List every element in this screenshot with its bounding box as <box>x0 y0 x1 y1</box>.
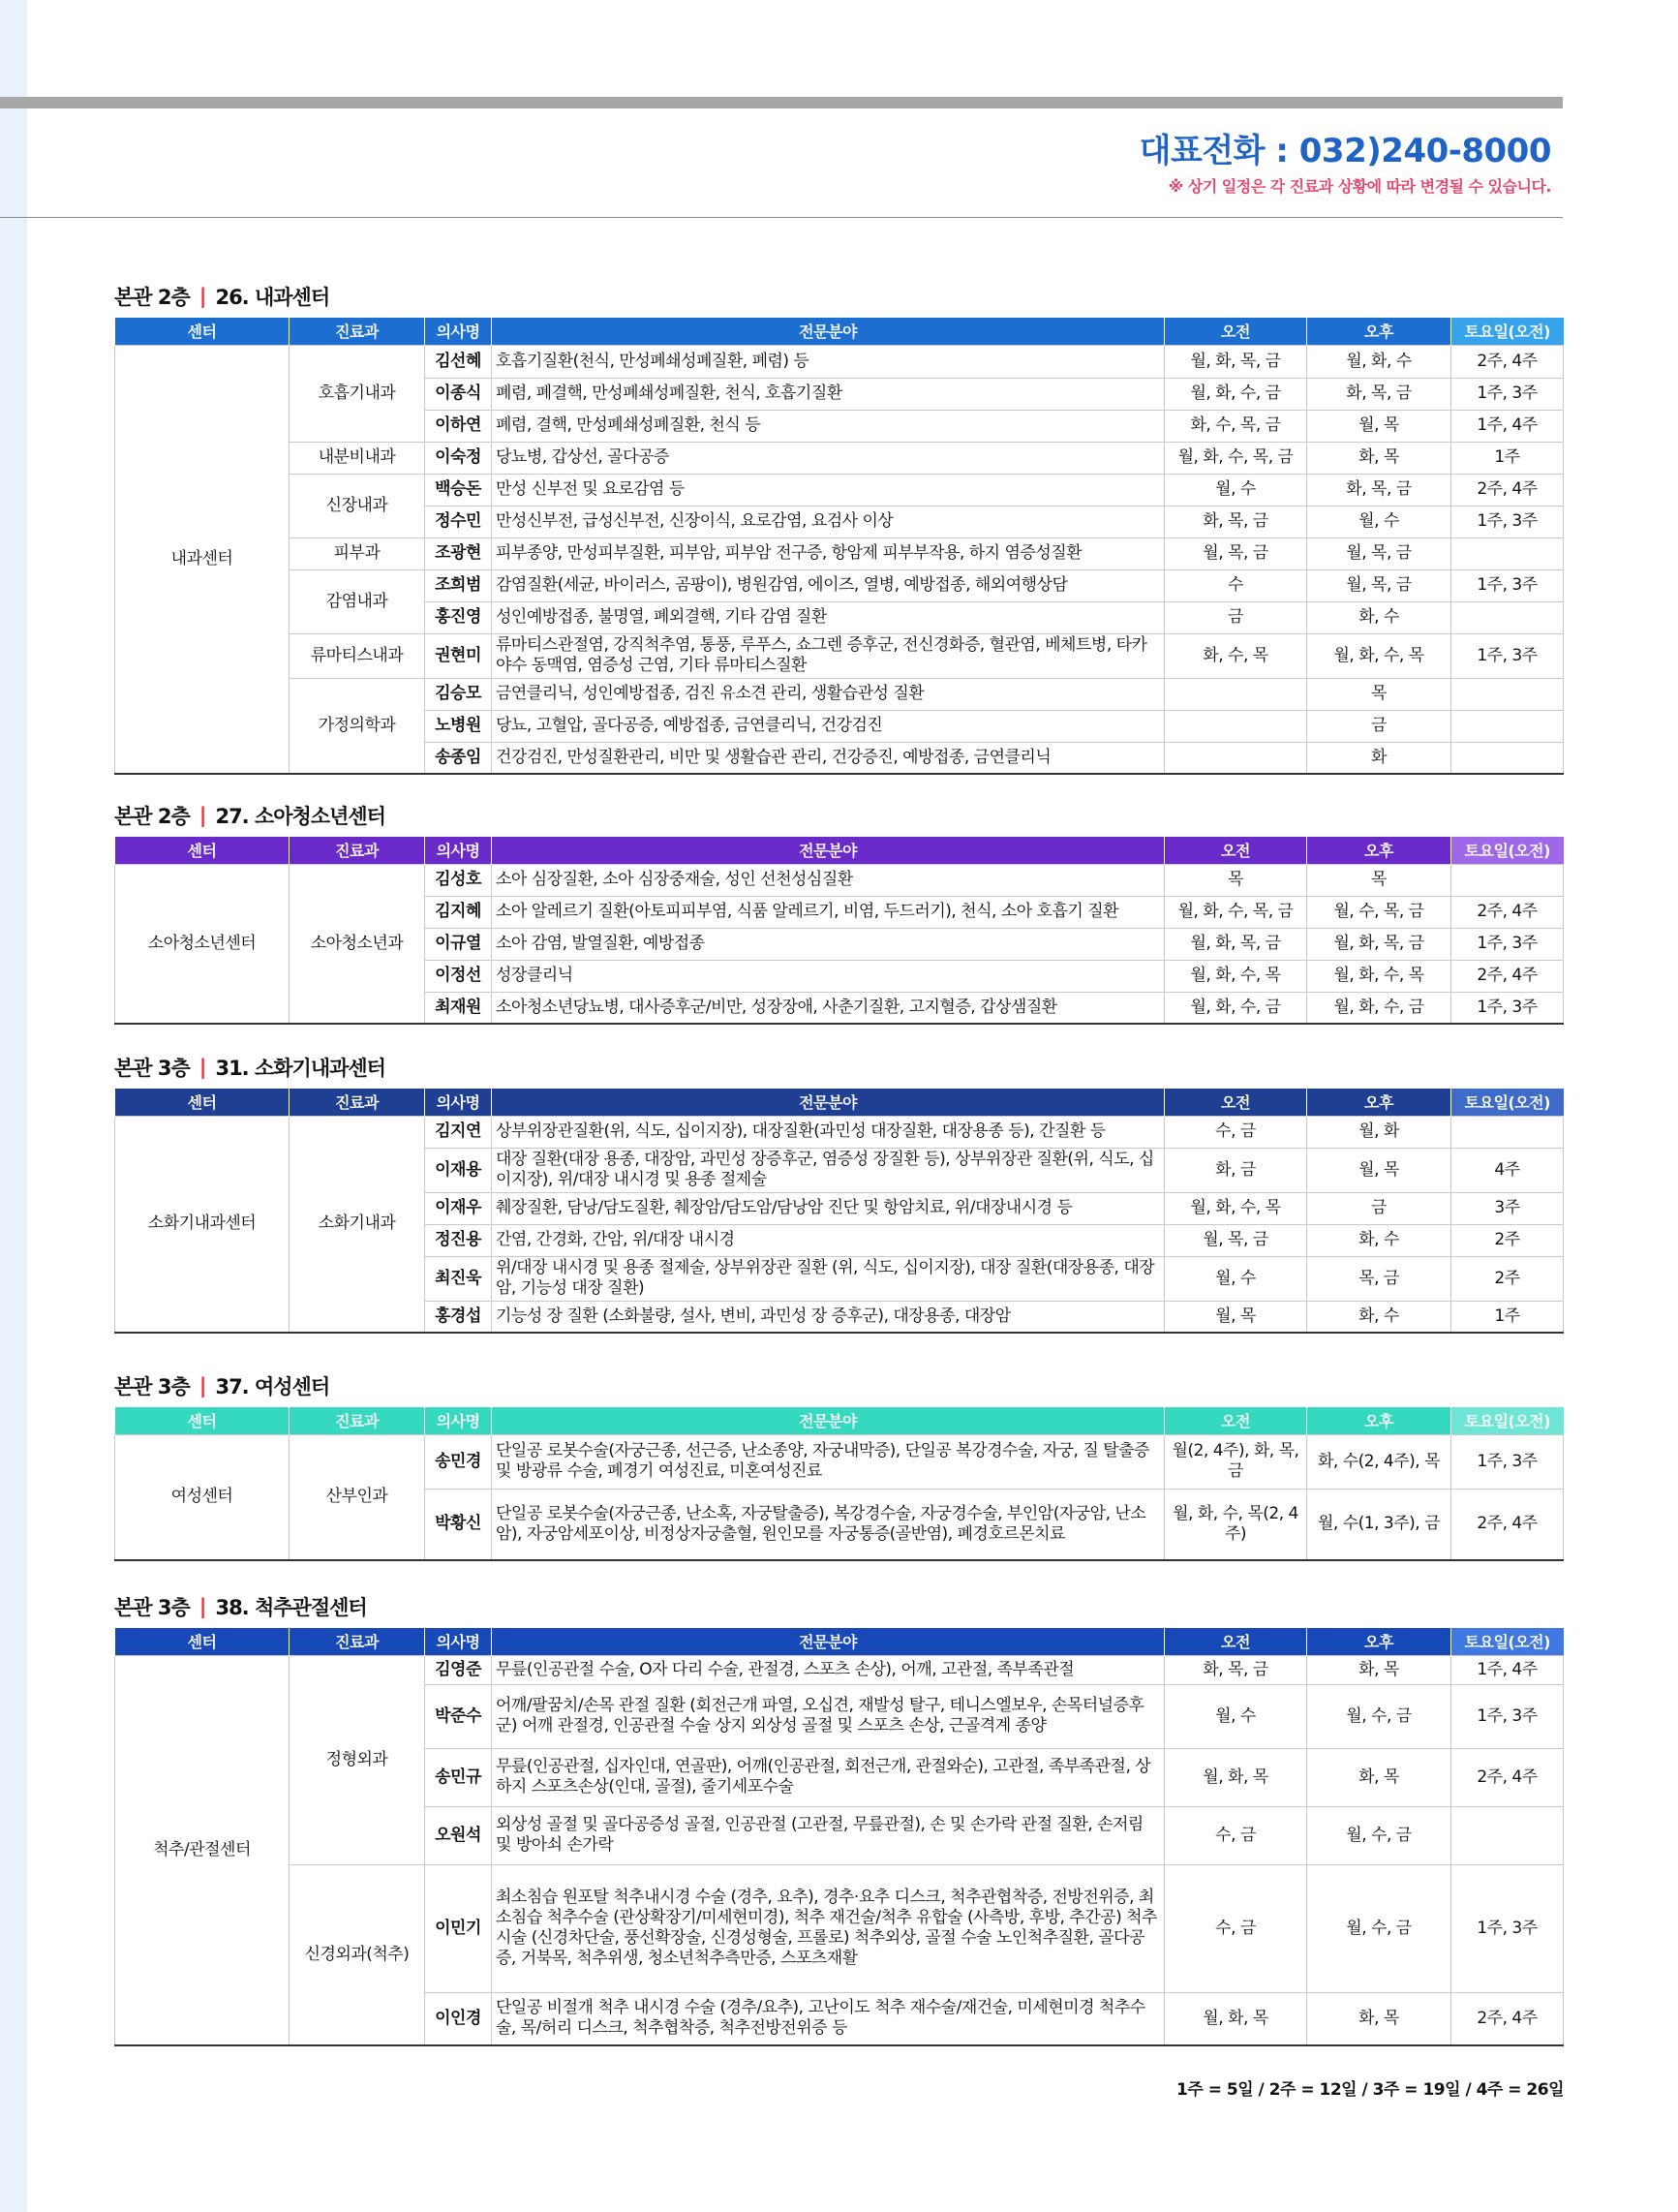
col-center: 센터 <box>115 318 290 345</box>
doctor-name: 오원석 <box>425 1806 492 1864</box>
top-divider-bar <box>0 97 1563 108</box>
specialty: 최소침습 원포탈 척추내시경 수술 (경추, 요추), 경추·요추 디스크, 척추관협착증, 전방전위증, 최소침습 척추수술 (관상확장기/미세현미경), 척추 재건술/척추 유합술 (사측방, 후방, 추간공) 척추 시술 (신경차단술, 풍선확장술, 신경성형술, 프롤로) 척추외상, 골절 수술 노인척추질환, 골다공증, 거북목, 척추위생, 청소년척추측만증, 스포츠재활 <box>492 1864 1165 1992</box>
specialty: 대장 질환(대장 용종, 대장암, 과민성 장증후군, 염증성 장질환 등), 상부위장관 질환(위, 식도, 십이지장), 위/대장 내시경 및 용종 절제술 <box>492 1148 1165 1192</box>
pm-schedule: 화, 목 <box>1307 1992 1451 2045</box>
am-schedule: 월, 화, 목 <box>1165 1748 1307 1806</box>
specialty: 건강검진, 만성질환관리, 비만 및 생활습관 관리, 건강증진, 예방접종, 금연클리닉 <box>492 742 1165 774</box>
sat-schedule: 1주, 3주 <box>1451 928 1564 960</box>
am-schedule: 수, 금 <box>1165 1806 1307 1864</box>
doctor-name: 김지연 <box>425 1116 492 1148</box>
sat-schedule: 2주 <box>1451 1224 1564 1256</box>
pm-schedule: 화, 수 <box>1307 1224 1451 1256</box>
schedule-table <box>114 837 1564 1025</box>
dept-cell: 호흡기내과 <box>290 345 425 442</box>
specialty: 단일공 로봇수술(자궁근종, 선근증, 난소종양, 자궁내막증), 단일공 복강경수술, 자궁, 질 탈출증 및 방광류 수술, 폐경기 여성진료, 미혼여성진료 <box>492 1434 1165 1489</box>
pm-schedule: 화, 목, 금 <box>1307 474 1451 506</box>
am-schedule: 화, 금 <box>1165 1148 1307 1192</box>
col-saturday: 토요일(오전) <box>1451 1628 1564 1655</box>
am-schedule: 월, 목, 금 <box>1165 1224 1307 1256</box>
sat-schedule: 1주, 3주 <box>1451 1864 1564 1992</box>
dept-cell: 피부과 <box>290 538 425 569</box>
doctor-name: 김성호 <box>425 864 492 896</box>
am-schedule: 월, 수 <box>1165 474 1307 506</box>
pm-schedule: 화, 수 <box>1307 1301 1451 1333</box>
col-dept: 진료과 <box>290 1628 425 1655</box>
sat-schedule <box>1451 864 1564 896</box>
sat-schedule: 1주, 3주 <box>1451 633 1564 678</box>
section-name: 37. 여성센터 <box>215 1375 330 1398</box>
am-schedule: 월, 화, 수, 금 <box>1165 378 1307 410</box>
specialty: 만성 신부전 및 요로감염 등 <box>492 474 1165 506</box>
col-am: 오전 <box>1165 1407 1307 1434</box>
col-doctor: 의사명 <box>425 318 492 345</box>
col-am: 오전 <box>1165 837 1307 864</box>
specialty: 폐렴, 결핵, 만성폐쇄성폐질환, 천식 등 <box>492 410 1165 442</box>
section-title <box>114 1046 1563 1089</box>
sat-schedule <box>1451 710 1564 742</box>
section-name: 31. 소화기내과센터 <box>215 1057 385 1080</box>
pm-schedule: 월, 수 <box>1307 506 1451 538</box>
section-name: 38. 척추관절센터 <box>215 1596 367 1619</box>
center-cell: 내과센터 <box>115 345 290 774</box>
am-schedule: 수, 금 <box>1165 1116 1307 1148</box>
am-schedule: 금 <box>1165 601 1307 633</box>
specialty: 만성신부전, 급성신부전, 신장이식, 요로감염, 요검사 이상 <box>492 506 1165 538</box>
col-saturday: 토요일(오전) <box>1451 1089 1564 1116</box>
section-pediatrics <box>114 794 1563 1025</box>
pm-schedule: 목 <box>1307 678 1451 710</box>
specialty: 금연클리닉, 성인예방접종, 검진 유소견 관리, 생활습관성 질환 <box>492 678 1165 710</box>
section-floor: 본관 3층 <box>114 1375 190 1398</box>
specialty: 감염질환(세균, 바이러스, 곰팡이), 병원감염, 에이즈, 열병, 예방접종, 해외여행상담 <box>492 569 1165 601</box>
specialty: 성인예방접종, 불명열, 폐외결핵, 기타 감염 질환 <box>492 601 1165 633</box>
am-schedule: 화, 목, 금 <box>1165 506 1307 538</box>
specialty: 소아 심장질환, 소아 심장중재술, 성인 선천성심질환 <box>492 864 1165 896</box>
pm-schedule: 화, 목 <box>1307 1655 1451 1684</box>
schedule-change-notice: ※ 상기 일정은 각 진료과 상황에 따라 변경될 수 있습니다. <box>1168 177 1551 196</box>
col-am: 오전 <box>1165 1089 1307 1116</box>
specialty: 류마티스관절염, 강직척추염, 통풍, 루푸스, 쇼그렌 증후군, 전신경화증, 혈관염, 베체트병, 타카야수 동맥염, 염증성 근염, 기타 류마티스질환 <box>492 633 1165 678</box>
section-floor: 본관 3층 <box>114 1057 190 1080</box>
title-divider: | <box>198 1595 206 1618</box>
sat-schedule: 4주 <box>1451 1148 1564 1192</box>
schedule-table <box>114 1089 1564 1334</box>
col-doctor: 의사명 <box>425 837 492 864</box>
table-row <box>115 345 1564 378</box>
doctor-name: 노병원 <box>425 710 492 742</box>
title-divider: | <box>198 285 206 308</box>
pm-schedule: 월, 화, 수, 금 <box>1307 992 1451 1024</box>
week-legend-footnote: 1주 = 5일 / 2주 = 12일 / 3주 = 19일 / 4주 = 26일 <box>1176 2080 1564 2100</box>
main-phone-number: 대표전화 : 032)240-8000 <box>1139 132 1551 170</box>
doctor-name: 권현미 <box>425 633 492 678</box>
am-schedule: 화, 수, 목 <box>1165 633 1307 678</box>
col-pm: 오후 <box>1307 318 1451 345</box>
am-schedule: 월, 화, 수, 목(2, 4주) <box>1165 1489 1307 1560</box>
pm-schedule: 월, 목, 금 <box>1307 569 1451 601</box>
pm-schedule: 목, 금 <box>1307 1256 1451 1301</box>
center-cell: 여성센터 <box>115 1434 290 1560</box>
pm-schedule: 월, 목, 금 <box>1307 538 1451 569</box>
table-row <box>115 633 1564 678</box>
specialty: 폐렴, 폐결핵, 만성폐쇄성폐질환, 천식, 호흡기질환 <box>492 378 1165 410</box>
doctor-name: 이하연 <box>425 410 492 442</box>
col-pm: 오후 <box>1307 1407 1451 1434</box>
col-saturday: 토요일(오전) <box>1451 1407 1564 1434</box>
table-row <box>115 442 1564 474</box>
pm-schedule: 화, 목 <box>1307 1748 1451 1806</box>
pm-schedule: 화, 목 <box>1307 442 1451 474</box>
col-specialty: 전문분야 <box>492 1407 1165 1434</box>
specialty: 무릎(인공관절 수술, O자 다리 수술, 관절경, 스포츠 손상), 어깨, 고관절, 족부족관절 <box>492 1655 1165 1684</box>
table-header-row <box>115 318 1564 345</box>
doctor-name: 김영준 <box>425 1655 492 1684</box>
specialty: 당뇨병, 갑상선, 골다공증 <box>492 442 1165 474</box>
am-schedule: 월(2, 4주), 화, 목, 금 <box>1165 1434 1307 1489</box>
col-dept: 진료과 <box>290 1089 425 1116</box>
center-cell: 소화기내과센터 <box>115 1116 290 1333</box>
col-specialty: 전문분야 <box>492 1628 1165 1655</box>
am-schedule: 목 <box>1165 864 1307 896</box>
col-pm: 오후 <box>1307 837 1451 864</box>
section-internal-medicine <box>114 275 1563 775</box>
doctor-name: 최진욱 <box>425 1256 492 1301</box>
doctor-name: 박황신 <box>425 1489 492 1560</box>
section-floor: 본관 3층 <box>114 1596 190 1619</box>
specialty: 상부위장관질환(위, 식도, 십이지장), 대장질환(과민성 대장질환, 대장용종 등), 간질환 등 <box>492 1116 1165 1148</box>
doctor-name: 이정선 <box>425 960 492 992</box>
sat-schedule: 2주, 4주 <box>1451 1489 1564 1560</box>
specialty: 단일공 비절개 척추 내시경 수술 (경추/요추), 고난이도 척추 재수술/재건술, 미세현미경 척추수술, 목/허리 디스크, 척추협착증, 척추전방전위증 등 <box>492 1992 1165 2045</box>
sat-schedule: 2주, 4주 <box>1451 474 1564 506</box>
am-schedule <box>1165 710 1307 742</box>
pm-schedule: 화, 수 <box>1307 601 1451 633</box>
sat-schedule: 1주, 3주 <box>1451 378 1564 410</box>
dept-cell: 감염내과 <box>290 569 425 633</box>
dept-cell: 신장내과 <box>290 474 425 538</box>
sat-schedule: 1주, 4주 <box>1451 1655 1564 1684</box>
col-specialty: 전문분야 <box>492 1089 1165 1116</box>
col-specialty: 전문분야 <box>492 837 1165 864</box>
am-schedule: 월, 목 <box>1165 1301 1307 1333</box>
table-header-row <box>115 1089 1564 1116</box>
col-doctor: 의사명 <box>425 1407 492 1434</box>
am-schedule: 월, 화, 수, 목 <box>1165 960 1307 992</box>
sat-schedule: 2주, 4주 <box>1451 960 1564 992</box>
doctor-name: 이인경 <box>425 1992 492 2045</box>
pm-schedule: 월, 화, 수 <box>1307 345 1451 378</box>
specialty: 어깨/팔꿈치/손목 관절 질환 (회전근개 파열, 오십견, 재발성 탈구, 테니스엘보우, 손목터널증후군) 어깨 관절경, 인공관절 수술 상지 외상성 골절 및 스포츠 손상, 근골격계 종양 <box>492 1684 1165 1748</box>
specialty: 기능성 장 질환 (소화불량, 설사, 변비, 과민성 장 증후군), 대장용종, 대장암 <box>492 1301 1165 1333</box>
left-margin-band <box>0 0 27 2212</box>
am-schedule: 수 <box>1165 569 1307 601</box>
pm-schedule: 화 <box>1307 742 1451 774</box>
table-row <box>115 569 1564 601</box>
col-center: 센터 <box>115 1407 290 1434</box>
pm-schedule: 월, 목 <box>1307 1148 1451 1192</box>
section-floor: 본관 2층 <box>114 286 190 309</box>
dept-cell: 신경외과(척추) <box>290 1864 425 2045</box>
am-schedule: 화, 목, 금 <box>1165 1655 1307 1684</box>
doctor-name: 김지혜 <box>425 896 492 928</box>
title-divider: | <box>198 1374 206 1398</box>
doctor-name: 이규열 <box>425 928 492 960</box>
dept-cell: 산부인과 <box>290 1434 425 1560</box>
am-schedule: 월, 화, 수, 목, 금 <box>1165 896 1307 928</box>
pm-schedule: 월, 수(1, 3주), 금 <box>1307 1489 1451 1560</box>
table-row <box>115 538 1564 569</box>
table-row <box>115 1864 1564 1992</box>
table-row <box>115 1655 1564 1684</box>
dept-cell: 류마티스내과 <box>290 633 425 678</box>
table-row <box>115 864 1564 896</box>
doctor-name: 송민규 <box>425 1748 492 1806</box>
section-womens-center <box>114 1365 1563 1561</box>
doctor-name: 정진용 <box>425 1224 492 1256</box>
pm-schedule: 목 <box>1307 864 1451 896</box>
schedule-table <box>114 1628 1564 2046</box>
section-title <box>114 794 1563 837</box>
specialty: 소아 감염, 발열질환, 예방접종 <box>492 928 1165 960</box>
doctor-name: 이재용 <box>425 1148 492 1192</box>
doctor-name: 조광현 <box>425 538 492 569</box>
sat-schedule <box>1451 678 1564 710</box>
title-divider: | <box>198 804 206 827</box>
section-title <box>114 1365 1563 1407</box>
col-dept: 진료과 <box>290 1407 425 1434</box>
sat-schedule: 2주, 4주 <box>1451 1748 1564 1806</box>
sat-schedule <box>1451 1116 1564 1148</box>
pm-schedule: 월, 목 <box>1307 410 1451 442</box>
am-schedule: 월, 목, 금 <box>1165 538 1307 569</box>
sat-schedule: 2주 <box>1451 1256 1564 1301</box>
specialty: 단일공 로봇수술(자궁근종, 난소혹, 자궁탈출증), 복강경수술, 자궁경수술, 부인암(자궁암, 난소암), 자궁암세포이상, 비정상자궁출혈, 원인모를 자궁통증(골반염), 폐경호르몬치료 <box>492 1489 1165 1560</box>
col-doctor: 의사명 <box>425 1089 492 1116</box>
table-header-row <box>115 1407 1564 1434</box>
sat-schedule: 1주, 3주 <box>1451 992 1564 1024</box>
am-schedule: 월, 화, 수, 금 <box>1165 992 1307 1024</box>
table-row <box>115 1434 1564 1489</box>
am-schedule: 월, 화, 목, 금 <box>1165 345 1307 378</box>
sat-schedule: 1주, 3주 <box>1451 506 1564 538</box>
section-gastroenterology <box>114 1046 1563 1334</box>
section-name: 26. 내과센터 <box>215 286 330 309</box>
doctor-name: 홍경섭 <box>425 1301 492 1333</box>
specialty: 당뇨, 고혈압, 골다공증, 예방접종, 금연클리닉, 건강검진 <box>492 710 1165 742</box>
sat-schedule: 3주 <box>1451 1192 1564 1224</box>
sat-schedule: 1주 <box>1451 442 1564 474</box>
table-row <box>115 1116 1564 1148</box>
col-am: 오전 <box>1165 318 1307 345</box>
col-pm: 오후 <box>1307 1089 1451 1116</box>
pm-schedule: 금 <box>1307 710 1451 742</box>
doctor-name: 정수민 <box>425 506 492 538</box>
pm-schedule: 월, 수, 목, 금 <box>1307 896 1451 928</box>
col-center: 센터 <box>115 837 290 864</box>
sat-schedule <box>1451 601 1564 633</box>
table-row <box>115 678 1564 710</box>
sat-schedule: 1주, 3주 <box>1451 1684 1564 1748</box>
col-center: 센터 <box>115 1089 290 1116</box>
center-cell: 척추/관절센터 <box>115 1655 290 2045</box>
sat-schedule: 1주 <box>1451 1301 1564 1333</box>
col-specialty: 전문분야 <box>492 318 1165 345</box>
pm-schedule: 월, 화, 목, 금 <box>1307 928 1451 960</box>
doctor-name: 최재원 <box>425 992 492 1024</box>
am-schedule <box>1165 678 1307 710</box>
pm-schedule: 화, 목, 금 <box>1307 378 1451 410</box>
specialty: 호흡기질환(천식, 만성폐쇄성폐질환, 폐렴) 등 <box>492 345 1165 378</box>
am-schedule: 월, 화, 목 <box>1165 1992 1307 2045</box>
pm-schedule: 월, 화 <box>1307 1116 1451 1148</box>
am-schedule: 월, 화, 목, 금 <box>1165 928 1307 960</box>
dept-cell: 가정의학과 <box>290 678 425 774</box>
doctor-name: 송민경 <box>425 1434 492 1489</box>
table-header-row <box>115 1628 1564 1655</box>
table-header-row <box>115 837 1564 864</box>
center-cell: 소아청소년센터 <box>115 864 290 1024</box>
specialty: 소아청소년당뇨병, 대사증후군/비만, 성장장애, 사춘기질환, 고지혈증, 갑상샘질환 <box>492 992 1165 1024</box>
am-schedule: 화, 수, 목, 금 <box>1165 410 1307 442</box>
col-dept: 진료과 <box>290 318 425 345</box>
sat-schedule <box>1451 1806 1564 1864</box>
title-divider: | <box>198 1056 206 1079</box>
sat-schedule: 1주, 4주 <box>1451 410 1564 442</box>
pm-schedule: 월, 수, 금 <box>1307 1864 1451 1992</box>
sat-schedule: 1주, 3주 <box>1451 569 1564 601</box>
sat-schedule <box>1451 538 1564 569</box>
doctor-name: 백승돈 <box>425 474 492 506</box>
col-center: 센터 <box>115 1628 290 1655</box>
schedule-table <box>114 1407 1564 1561</box>
pm-schedule: 화, 수(2, 4주), 목 <box>1307 1434 1451 1489</box>
sat-schedule: 2주, 4주 <box>1451 345 1564 378</box>
section-floor: 본관 2층 <box>114 805 190 828</box>
sat-schedule <box>1451 742 1564 774</box>
col-saturday: 토요일(오전) <box>1451 318 1564 345</box>
specialty: 성장클리닉 <box>492 960 1165 992</box>
doctor-name: 송종임 <box>425 742 492 774</box>
section-title <box>114 1585 1563 1628</box>
doctor-name: 김승모 <box>425 678 492 710</box>
doctor-name: 박준수 <box>425 1684 492 1748</box>
col-doctor: 의사명 <box>425 1628 492 1655</box>
doctor-name: 이숙정 <box>425 442 492 474</box>
doctor-name: 이재우 <box>425 1192 492 1224</box>
doctor-name: 이민기 <box>425 1864 492 1992</box>
header-rule <box>0 217 1563 218</box>
sat-schedule: 2주, 4주 <box>1451 896 1564 928</box>
specialty: 소아 알레르기 질환(아토피피부염, 식품 알레르기, 비염, 두드러기), 천식, 소아 호흡기 질환 <box>492 896 1165 928</box>
dept-cell: 정형외과 <box>290 1655 425 1864</box>
schedule-table <box>114 318 1564 775</box>
sat-schedule: 2주, 4주 <box>1451 1992 1564 2045</box>
am-schedule: 월, 화, 수, 목, 금 <box>1165 442 1307 474</box>
section-name: 27. 소아청소년센터 <box>215 805 385 828</box>
am-schedule: 월, 화, 수, 목 <box>1165 1192 1307 1224</box>
section-spine-joint <box>114 1585 1563 2046</box>
pm-schedule: 월, 화, 수, 목 <box>1307 633 1451 678</box>
doctor-name: 조희범 <box>425 569 492 601</box>
specialty: 피부종양, 만성피부질환, 피부암, 피부암 전구증, 항암제 피부부작용, 하지 염증성질환 <box>492 538 1165 569</box>
dept-cell: 내분비내과 <box>290 442 425 474</box>
pm-schedule: 월, 화, 수, 목 <box>1307 960 1451 992</box>
specialty: 외상성 골절 및 골다공증성 골절, 인공관절 (고관절, 무릎관절), 손 및 손가락 관절 질환, 손저림 및 방아쇠 손가락 <box>492 1806 1165 1864</box>
specialty: 무릎(인공관절, 십자인대, 연골판), 어깨(인공관절, 회전근개, 관절와순), 고관절, 족부족관절, 상하지 스포츠손상(인대, 골절), 줄기세포수술 <box>492 1748 1165 1806</box>
specialty: 간염, 간경화, 간암, 위/대장 내시경 <box>492 1224 1165 1256</box>
col-pm: 오후 <box>1307 1628 1451 1655</box>
specialty: 췌장질환, 담낭/담도질환, 췌장암/담도암/담낭암 진단 및 항암치료, 위/대장내시경 등 <box>492 1192 1165 1224</box>
col-dept: 진료과 <box>290 837 425 864</box>
doctor-name: 김선혜 <box>425 345 492 378</box>
section-title <box>114 275 1563 318</box>
specialty: 위/대장 내시경 및 용종 절제술, 상부위장관 질환 (위, 식도, 십이지장), 대장 질환(대장용종, 대장암, 기능성 대장 질환) <box>492 1256 1165 1301</box>
doctor-name: 이종식 <box>425 378 492 410</box>
dept-cell: 소아청소년과 <box>290 864 425 1024</box>
dept-cell: 소화기내과 <box>290 1116 425 1333</box>
col-saturday: 토요일(오전) <box>1451 837 1564 864</box>
pm-schedule: 금 <box>1307 1192 1451 1224</box>
sat-schedule: 1주, 3주 <box>1451 1434 1564 1489</box>
am-schedule: 월, 수 <box>1165 1684 1307 1748</box>
pm-schedule: 월, 수, 금 <box>1307 1684 1451 1748</box>
pm-schedule: 월, 수, 금 <box>1307 1806 1451 1864</box>
table-row <box>115 474 1564 506</box>
am-schedule: 월, 수 <box>1165 1256 1307 1301</box>
doctor-name: 홍진영 <box>425 601 492 633</box>
am-schedule <box>1165 742 1307 774</box>
col-am: 오전 <box>1165 1628 1307 1655</box>
am-schedule: 수, 금 <box>1165 1864 1307 1992</box>
